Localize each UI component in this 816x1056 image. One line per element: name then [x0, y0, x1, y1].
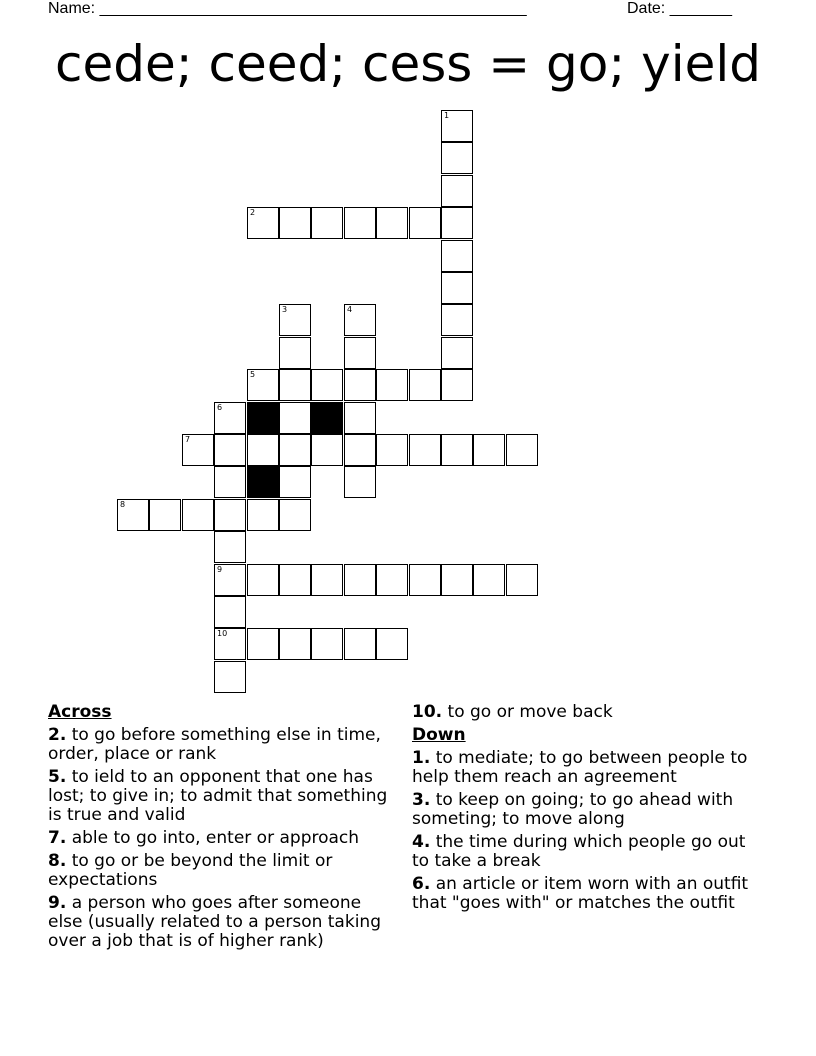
across-clue-10: 10. to go or move back: [412, 702, 613, 722]
grid-cell[interactable]: [311, 434, 343, 466]
grid-cell[interactable]: [214, 628, 246, 660]
clue-number-label: 9: [217, 565, 223, 574]
grid-cell[interactable]: [441, 175, 473, 207]
grid-cell[interactable]: [311, 628, 343, 660]
grid-cell[interactable]: [344, 369, 376, 401]
grid-cell[interactable]: [311, 207, 343, 239]
grid-block-cell: [247, 466, 279, 498]
clue-number-label: 2: [250, 208, 256, 217]
grid-cell[interactable]: [279, 434, 311, 466]
grid-cell[interactable]: [182, 499, 214, 531]
name-field-label: Name: ________________________________________________: [48, 0, 527, 17]
grid-cell[interactable]: [441, 369, 473, 401]
grid-cell[interactable]: [344, 434, 376, 466]
grid-cell[interactable]: [279, 207, 311, 239]
grid-cell[interactable]: [344, 207, 376, 239]
grid-cell[interactable]: [409, 369, 441, 401]
clue-number-label: 1: [444, 111, 450, 120]
grid-cell[interactable]: [376, 369, 408, 401]
grid-cell[interactable]: [214, 434, 246, 466]
clue-number-label: 7: [185, 435, 191, 444]
grid-cell[interactable]: [279, 499, 311, 531]
grid-cell[interactable]: [247, 628, 279, 660]
grid-cell[interactable]: [311, 369, 343, 401]
grid-cell[interactable]: [182, 434, 214, 466]
grid-cell[interactable]: [214, 466, 246, 498]
grid-cell[interactable]: [441, 272, 473, 304]
clues-column-left: [48, 703, 400, 955]
grid-cell[interactable]: [441, 337, 473, 369]
clue-number-label: 8: [120, 500, 126, 509]
grid-cell[interactable]: [247, 369, 279, 401]
grid-cell[interactable]: [344, 628, 376, 660]
grid-cell[interactable]: [441, 142, 473, 174]
clue-number-label: 6: [217, 403, 223, 412]
grid-cell[interactable]: [214, 499, 246, 531]
down-heading: Down: [412, 725, 466, 745]
clue-number-label: 4: [347, 305, 353, 314]
grid-cell[interactable]: [344, 402, 376, 434]
clue-number-label: 10: [217, 629, 228, 638]
grid-cell[interactable]: [441, 564, 473, 596]
grid-cell[interactable]: [247, 207, 279, 239]
across-clue-2: 2. to go before something else in time, order, place or rank: [48, 725, 381, 764]
grid-cell[interactable]: [473, 564, 505, 596]
page-title: cede; ceed; cess = go; yield: [55, 35, 761, 93]
grid-cell[interactable]: [409, 434, 441, 466]
grid-cell[interactable]: [279, 466, 311, 498]
grid-cell[interactable]: [344, 337, 376, 369]
grid-cell[interactable]: [279, 564, 311, 596]
down-clue-1: 1. to mediate; to go between people to help them reach an agreement: [412, 748, 748, 787]
grid-cell[interactable]: [247, 564, 279, 596]
grid-cell[interactable]: [279, 337, 311, 369]
across-clue-5: 5. to ield to an opponent that one has lost; to give in; to admit that something is true and valid: [48, 767, 388, 825]
grid-cell[interactable]: [376, 628, 408, 660]
grid-cell[interactable]: [376, 434, 408, 466]
grid-cell[interactable]: [279, 628, 311, 660]
clues-column-right: [412, 703, 757, 917]
grid-cell[interactable]: [409, 564, 441, 596]
down-clue-4: 4. the time during which people go out to take a break: [412, 832, 746, 871]
grid-cell[interactable]: [117, 499, 149, 531]
down-clue-3: 3. to keep on going; to go ahead with someting; to move along: [412, 790, 734, 829]
grid-cell[interactable]: [441, 304, 473, 336]
grid-cell[interactable]: [441, 207, 473, 239]
across-clue-8: 8. to go or be beyond the limit or expectations: [48, 851, 333, 890]
grid-block-cell: [311, 402, 343, 434]
grid-cell[interactable]: [214, 661, 246, 693]
grid-cell[interactable]: [247, 434, 279, 466]
grid-cell[interactable]: [247, 499, 279, 531]
grid-cell[interactable]: [311, 564, 343, 596]
grid-cell[interactable]: [376, 564, 408, 596]
grid-cell[interactable]: [279, 304, 311, 336]
grid-cell[interactable]: [506, 564, 538, 596]
grid-cell[interactable]: [279, 369, 311, 401]
grid-cell[interactable]: [214, 531, 246, 563]
clue-number-label: 3: [282, 305, 288, 314]
grid-cell[interactable]: [441, 240, 473, 272]
grid-cell[interactable]: [149, 499, 181, 531]
grid-cell[interactable]: [441, 110, 473, 142]
grid-cell[interactable]: [409, 207, 441, 239]
clue-number-label: 5: [250, 370, 256, 379]
grid-cell[interactable]: [344, 466, 376, 498]
grid-cell[interactable]: [441, 434, 473, 466]
grid-cell[interactable]: [214, 596, 246, 628]
grid-cell[interactable]: [473, 434, 505, 466]
grid-cell[interactable]: [376, 207, 408, 239]
grid-cell[interactable]: [344, 304, 376, 336]
date-field-label: Date: _______: [627, 0, 732, 17]
grid-cell[interactable]: [506, 434, 538, 466]
grid-cell[interactable]: [214, 564, 246, 596]
across-clue-7: 7. able to go into, enter or approach: [48, 828, 360, 848]
grid-block-cell: [247, 402, 279, 434]
across-heading: Across: [48, 702, 112, 722]
across-clue-9: 9. a person who goes after someone else (usually related to a person taking over a job that is of higher rank): [48, 893, 381, 951]
down-clue-6: 6. an article or item worn with an outfit that "goes with" or matches the outfit: [412, 874, 749, 913]
grid-cell[interactable]: [279, 402, 311, 434]
grid-cell[interactable]: [214, 402, 246, 434]
grid-cell[interactable]: [344, 564, 376, 596]
